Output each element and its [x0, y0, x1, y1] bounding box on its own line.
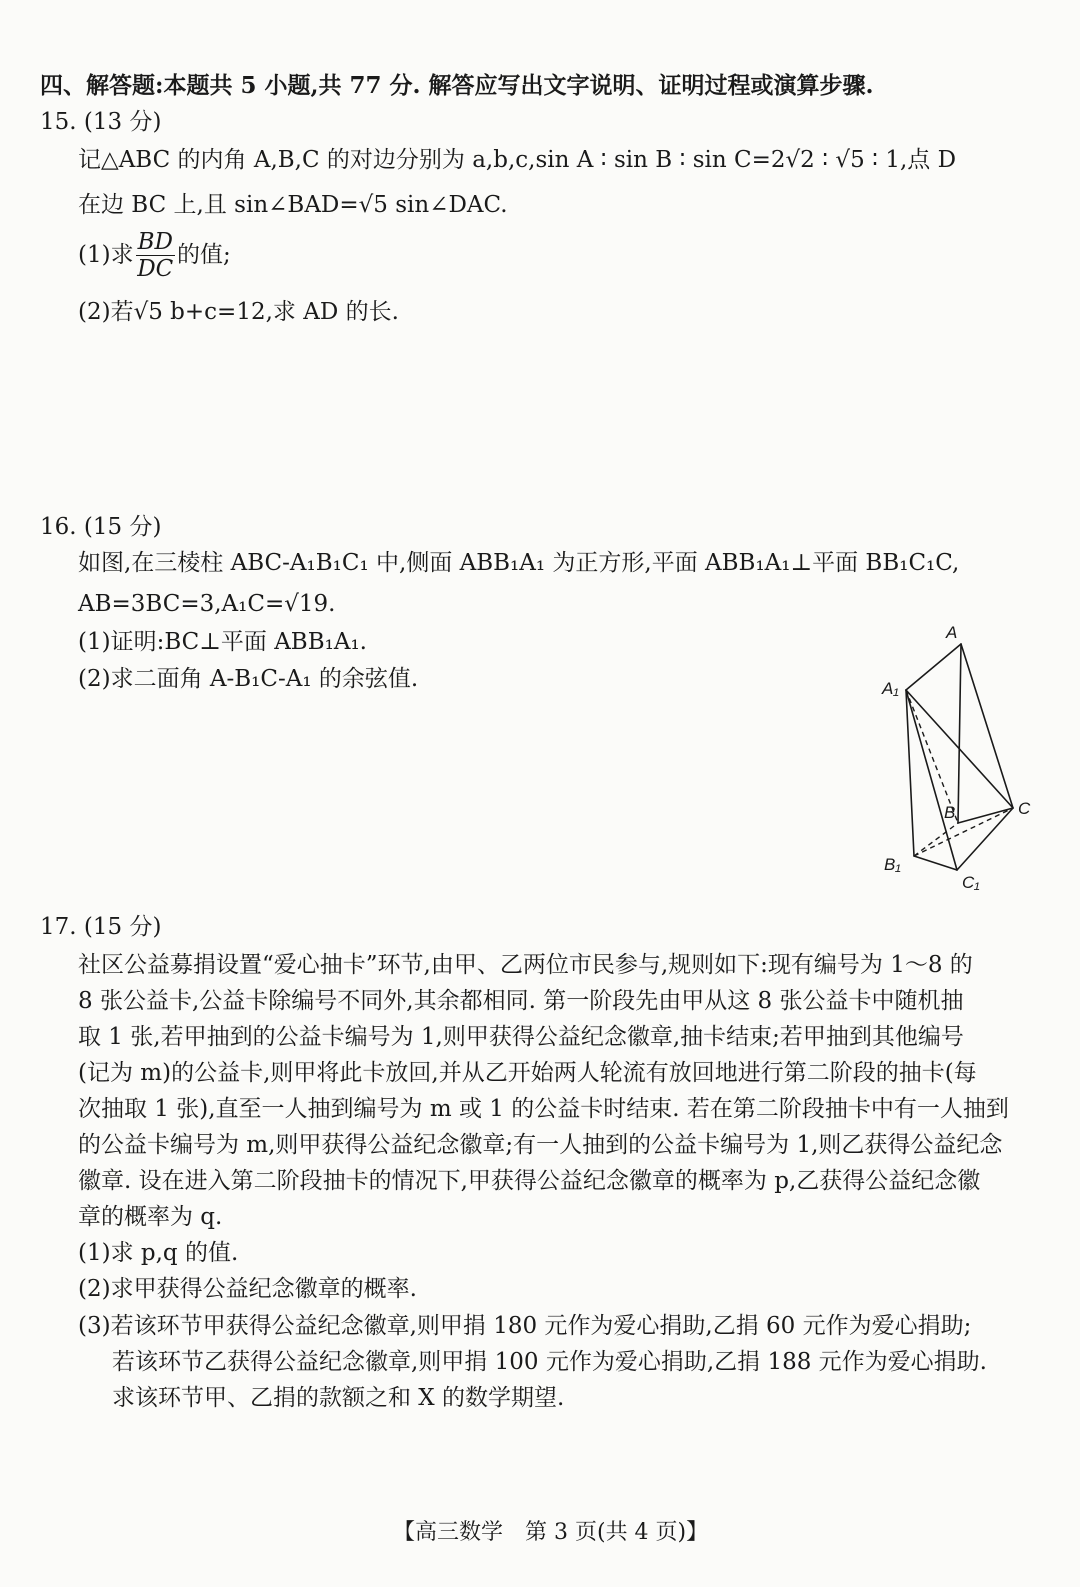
edge-C-C1 [957, 808, 1013, 870]
prism-figure [870, 618, 1050, 898]
q17-part1: (1)求 p,q 的值. [78, 1240, 239, 1266]
section-header: 四、解答题:本题共 5 小题,共 77 分. 解答应写出文字说明、证明过程或演算步骤. [40, 72, 874, 99]
q15-fraction-numerator: BD [137, 229, 173, 255]
q17-part3-line: 若该环节乙获得公益纪念徽章,则甲捐 100 元作为爱心捐助,乙捐 188 元作为爱心捐助. [112, 1349, 987, 1375]
edge-B1-C1 [914, 856, 957, 870]
edge-B-C [958, 808, 1013, 823]
q15-part1 [78, 231, 231, 281]
edge-A-C [961, 644, 1013, 808]
q17-line: 章的概率为 q. [78, 1204, 223, 1230]
label-C: C [1018, 799, 1031, 818]
q17-line: 取 1 张,若甲抽到的公益卡编号为 1,则甲获得公益纪念徽章,抽卡结束;若甲抽到其他编号 [78, 1024, 964, 1050]
label-B: B [944, 803, 956, 822]
q15-fraction-denominator: DC [137, 256, 174, 282]
q16-number: 16. (15 分) [40, 514, 162, 540]
label-A: A [946, 623, 958, 642]
edge-A-B [958, 644, 961, 823]
q15-part1-suffix: 的值; [176, 242, 231, 268]
q17-part3-line: (3)若该环节甲获得公益纪念徽章,则甲捐 180 元作为爱心捐助,乙捐 60 元作为爱心捐助; [78, 1313, 972, 1339]
q17-line: 的公益卡编号为 m,则甲获得公益纪念徽章;有一人抽到的公益卡编号为 1,则乙获得公益纪念 [78, 1132, 1003, 1158]
q15-line1: 记△ABC 的内角 A,B,C 的对边分别为 a,b,c,sin A ∶ sin B ∶ sin C=2√2 ∶ √5 ∶ 1,点 D [78, 147, 957, 173]
edge-A-A1 [906, 644, 961, 690]
label-A1: A₁ [882, 679, 899, 698]
q17-line: 次抽取 1 张),直至一人抽到编号为 m 或 1 的公益卡时结束. 若在第二阶段抽卡中有一人抽到 [78, 1096, 1009, 1122]
q16-part1: (1)证明:BC⊥平面 ABB₁A₁. [78, 629, 367, 655]
q15-part1-prefix: (1)求 [78, 242, 134, 268]
q17-line: 徽章. 设在进入第二阶段抽卡的情况下,甲获得公益纪念徽章的概率为 p,乙获得公益纪念徽 [78, 1168, 981, 1194]
q17-line: 社区公益募捐设置“爱心抽卡”环节,由甲、乙两位市民参与,规则如下:现有编号为 1～8 的 [78, 952, 973, 978]
q17-line: (记为 m)的公益卡,则甲将此卡放回,并从乙开始两人轮流有放回地进行第二阶段的抽卡(每 [78, 1060, 977, 1086]
label-B1: B₁ [884, 855, 901, 874]
q17-line: 8 张公益卡,公益卡除编号不同外,其余都相同. 第一阶段先由甲从这 8 张公益卡中随机抽 [78, 988, 964, 1014]
q17-number: 17. (15 分) [40, 914, 162, 940]
q16-line2: AB=3BC=3,A₁C=√19. [78, 591, 336, 617]
q17-part2: (2)求甲获得公益纪念徽章的概率. [78, 1276, 417, 1302]
edge-B1-C-dashed [914, 808, 1013, 856]
q15-fraction [136, 231, 175, 281]
label-C1: C₁ [962, 873, 980, 892]
page-footer: 【高三数学 第 3 页(共 4 页)】 [393, 1520, 709, 1545]
q16-line1: 如图,在三棱柱 ABC-A₁B₁C₁ 中,侧面 ABB₁A₁ 为正方形,平面 ABB₁A₁⊥平面 BB₁C₁C, [78, 550, 960, 576]
q15-number: 15. (13 分) [40, 109, 162, 135]
q17-part3-line: 求该环节甲、乙捐的款额之和 X 的数学期望. [112, 1385, 565, 1411]
q15-line2: 在边 BC 上,且 sin∠BAD=√5 sin∠DAC. [78, 192, 508, 218]
q16-part2: (2)求二面角 A-B₁C-A₁ 的余弦值. [78, 666, 419, 692]
q15-part2: (2)若√5 b+c=12,求 AD 的长. [78, 299, 399, 325]
